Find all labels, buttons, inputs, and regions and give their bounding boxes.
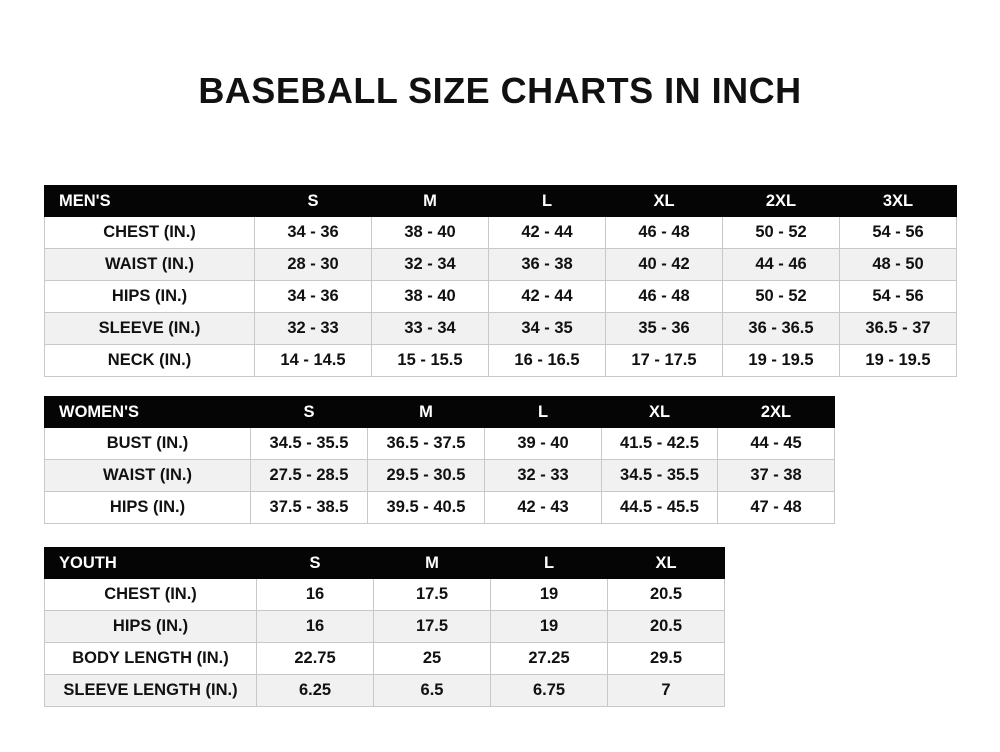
cell: 16 - 16.5 <box>489 345 606 377</box>
cell: 17.5 <box>374 579 491 611</box>
womens-header-l: L <box>485 397 602 428</box>
mens-table-body <box>45 217 957 377</box>
cell: 54 - 56 <box>840 217 957 249</box>
womens-size-table <box>44 396 835 524</box>
table-row <box>45 460 835 492</box>
table-row <box>45 345 957 377</box>
mens-header-l: L <box>489 186 606 217</box>
cell: 50 - 52 <box>723 281 840 313</box>
cell: 6.5 <box>374 675 491 707</box>
cell: 42 - 44 <box>489 281 606 313</box>
table-header-row <box>45 397 835 428</box>
page-title: BASEBALL SIZE CHARTS IN INCH <box>198 70 802 111</box>
youth-table-header <box>45 548 725 579</box>
table-row <box>45 281 957 313</box>
cell: 41.5 - 42.5 <box>602 428 718 460</box>
cell: 29.5 - 30.5 <box>368 460 485 492</box>
cell: 19 - 19.5 <box>840 345 957 377</box>
womens-header-s: S <box>251 397 368 428</box>
cell: 28 - 30 <box>255 249 372 281</box>
cell: 42 - 44 <box>489 217 606 249</box>
table-row <box>45 611 725 643</box>
row-label: NECK (IN.) <box>45 345 255 377</box>
womens-table-body <box>45 428 835 524</box>
cell: 40 - 42 <box>606 249 723 281</box>
cell: 7 <box>608 675 725 707</box>
cell: 44.5 - 45.5 <box>602 492 718 524</box>
cell: 20.5 <box>608 611 725 643</box>
cell: 46 - 48 <box>606 281 723 313</box>
cell: 27.25 <box>491 643 608 675</box>
row-label: BUST (IN.) <box>45 428 251 460</box>
mens-header-xl: XL <box>606 186 723 217</box>
cell: 25 <box>374 643 491 675</box>
cell: 34 - 36 <box>255 217 372 249</box>
cell: 39.5 - 40.5 <box>368 492 485 524</box>
youth-header-l: L <box>491 548 608 579</box>
cell: 6.75 <box>491 675 608 707</box>
table-row <box>45 428 835 460</box>
youth-header-xl: XL <box>608 548 725 579</box>
youth-header-m: M <box>374 548 491 579</box>
row-label: CHEST (IN.) <box>45 579 257 611</box>
cell: 19 - 19.5 <box>723 345 840 377</box>
mens-header-m: M <box>372 186 489 217</box>
table-row <box>45 313 957 345</box>
cell: 32 - 33 <box>485 460 602 492</box>
row-label: HIPS (IN.) <box>45 281 255 313</box>
cell: 34.5 - 35.5 <box>251 428 368 460</box>
mens-header-s: S <box>255 186 372 217</box>
womens-header-m: M <box>368 397 485 428</box>
womens-header-2xl: 2XL <box>718 397 835 428</box>
cell: 17.5 <box>374 611 491 643</box>
cell: 32 - 34 <box>372 249 489 281</box>
youth-size-table <box>44 547 725 707</box>
cell: 36 - 36.5 <box>723 313 840 345</box>
cell: 6.25 <box>257 675 374 707</box>
cell: 37.5 - 38.5 <box>251 492 368 524</box>
table-row <box>45 217 957 249</box>
cell: 36.5 - 37 <box>840 313 957 345</box>
youth-header-category: YOUTH <box>45 548 257 579</box>
cell: 34 - 36 <box>255 281 372 313</box>
table-row <box>45 643 725 675</box>
table-row <box>45 675 725 707</box>
youth-header-s: S <box>257 548 374 579</box>
cell: 34 - 35 <box>489 313 606 345</box>
cell: 32 - 33 <box>255 313 372 345</box>
row-label: WAIST (IN.) <box>45 249 255 281</box>
cell: 33 - 34 <box>372 313 489 345</box>
row-label: HIPS (IN.) <box>45 611 257 643</box>
cell: 19 <box>491 611 608 643</box>
womens-table-header <box>45 397 835 428</box>
cell: 34.5 - 35.5 <box>602 460 718 492</box>
table-row <box>45 492 835 524</box>
cell: 48 - 50 <box>840 249 957 281</box>
row-label: SLEEVE LENGTH (IN.) <box>45 675 257 707</box>
table-header-row <box>45 548 725 579</box>
cell: 17 - 17.5 <box>606 345 723 377</box>
cell: 50 - 52 <box>723 217 840 249</box>
cell: 27.5 - 28.5 <box>251 460 368 492</box>
womens-header-category: WOMEN'S <box>45 397 251 428</box>
row-label: WAIST (IN.) <box>45 460 251 492</box>
cell: 39 - 40 <box>485 428 602 460</box>
cell: 36 - 38 <box>489 249 606 281</box>
cell: 44 - 46 <box>723 249 840 281</box>
cell: 20.5 <box>608 579 725 611</box>
cell: 36.5 - 37.5 <box>368 428 485 460</box>
cell: 16 <box>257 611 374 643</box>
cell: 38 - 40 <box>372 281 489 313</box>
cell: 42 - 43 <box>485 492 602 524</box>
cell: 47 - 48 <box>718 492 835 524</box>
cell: 29.5 <box>608 643 725 675</box>
cell: 15 - 15.5 <box>372 345 489 377</box>
table-row <box>45 579 725 611</box>
cell: 22.75 <box>257 643 374 675</box>
cell: 35 - 36 <box>606 313 723 345</box>
row-label: HIPS (IN.) <box>45 492 251 524</box>
mens-size-table <box>44 185 957 377</box>
cell: 19 <box>491 579 608 611</box>
mens-table-header <box>45 186 957 217</box>
row-label: BODY LENGTH (IN.) <box>45 643 257 675</box>
mens-header-category: MEN'S <box>45 186 255 217</box>
cell: 44 - 45 <box>718 428 835 460</box>
cell: 14 - 14.5 <box>255 345 372 377</box>
table-row <box>45 249 957 281</box>
row-label: SLEEVE (IN.) <box>45 313 255 345</box>
cell: 16 <box>257 579 374 611</box>
womens-header-xl: XL <box>602 397 718 428</box>
cell: 37 - 38 <box>718 460 835 492</box>
cell: 46 - 48 <box>606 217 723 249</box>
cell: 54 - 56 <box>840 281 957 313</box>
table-header-row <box>45 186 957 217</box>
mens-header-2xl: 2XL <box>723 186 840 217</box>
row-label: CHEST (IN.) <box>45 217 255 249</box>
youth-table-body <box>45 579 725 707</box>
cell: 38 - 40 <box>372 217 489 249</box>
mens-header-3xl: 3XL <box>840 186 957 217</box>
